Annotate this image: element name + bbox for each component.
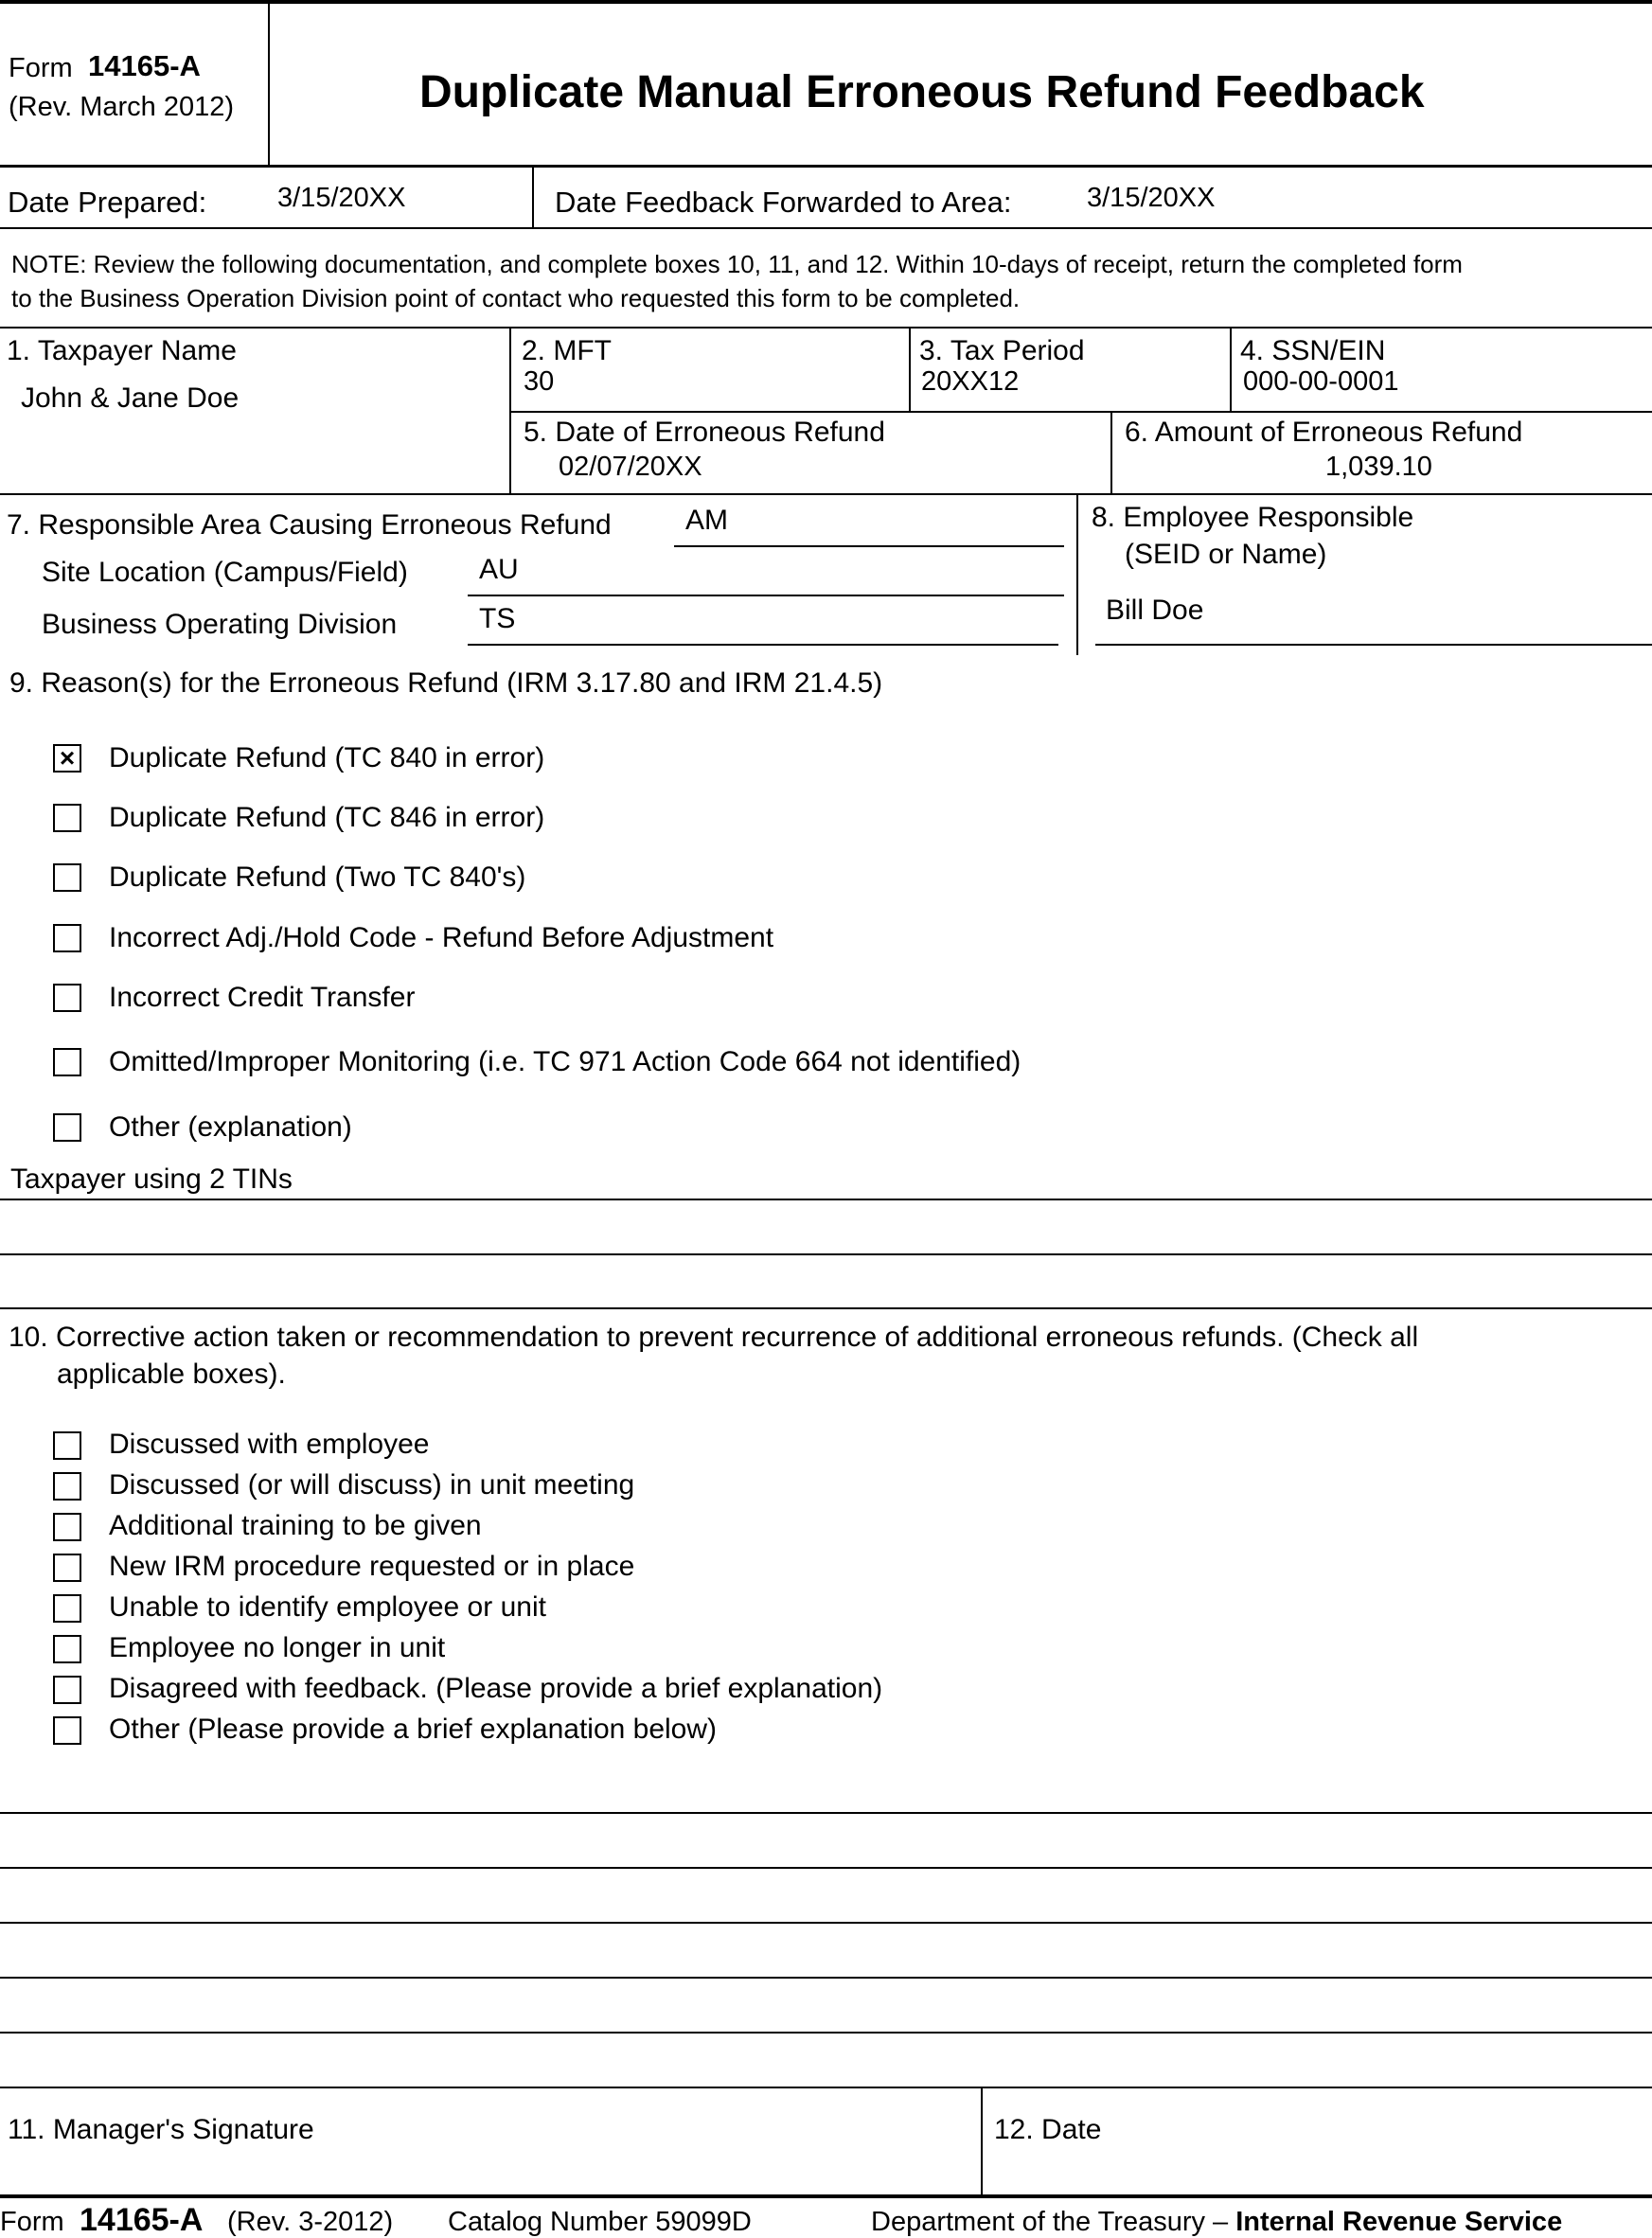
form-revision: (Rev. March 2012) [9, 92, 234, 122]
reason-label-7: Other (explanation) [109, 1111, 352, 1143]
action-explanation-line-5 [0, 2032, 1652, 2034]
erroneous-refund-amount-value[interactable]: 1,039.10 [1325, 452, 1432, 482]
explanation-line-1 [0, 1199, 1652, 1200]
action-label-7: Disagreed with feedback. (Please provide a brief explanation) [109, 1673, 883, 1704]
box5-divider [1110, 412, 1112, 494]
employee-responsible-value[interactable]: Bill Doe [1106, 595, 1204, 626]
box5-label: 5. Date of Erroneous Refund [524, 417, 885, 448]
action-checkbox-5[interactable] [53, 1594, 81, 1623]
reason-label-6: Omitted/Improper Monitoring (i.e. TC 971 Action Code 664 not identified) [109, 1046, 1021, 1077]
reason-checkbox-4[interactable] [53, 924, 81, 952]
reason-checkbox-5[interactable] [53, 984, 81, 1012]
explanation-line-2 [0, 1253, 1652, 1255]
footer-department: Department of the Treasury – [871, 2207, 1236, 2237]
footer-catalog: Catalog Number 59099D [448, 2207, 752, 2237]
header-divider [268, 0, 270, 166]
box4-label: 4. SSN/EIN [1240, 335, 1386, 366]
footer-revision: (Rev. 3-2012) [227, 2207, 394, 2237]
box3-label: 3. Tax Period [919, 335, 1085, 366]
reason-label-5: Incorrect Credit Transfer [109, 982, 416, 1013]
boxes-1-6-bottom-rule [0, 493, 1652, 495]
box1-label: 1. Taxpayer Name [7, 335, 237, 366]
dates-bottom-rule [0, 227, 1652, 229]
note-line-1: NOTE: Review the following documentation, and complete boxes 10, 11, and 12. Within 10-days of receipt, return the completed form [11, 250, 1463, 278]
box9-label: 9. Reason(s) for the Erroneous Refund (IRM 3.17.80 and IRM 21.4.5) [9, 667, 883, 699]
reason-label-2: Duplicate Refund (TC 846 in error) [109, 802, 545, 833]
manager-date-field[interactable] [985, 2088, 1652, 2194]
footer-form-number: 14165-A [80, 2202, 204, 2238]
bod-label: Business Operating Division [42, 609, 398, 640]
box2-label: 2. MFT [522, 335, 612, 366]
note-bottom-rule [0, 327, 1652, 329]
action-label-2: Discussed (or will discuss) in unit meeting [109, 1469, 635, 1501]
erroneous-refund-date-value[interactable]: 02/07/20XX [559, 452, 702, 482]
action-checkbox-1[interactable] [53, 1431, 81, 1460]
other-explanation-value[interactable]: Taxpayer using 2 TINs [10, 1163, 293, 1195]
bod-line [468, 644, 1058, 646]
explanation-line-3 [0, 1307, 1652, 1309]
box11-label: 11. Manager's Signature [8, 2114, 314, 2145]
footer-top-rule [0, 2194, 1652, 2198]
action-checkbox-3[interactable] [53, 1513, 81, 1541]
date-forwarded-value[interactable]: 3/15/20XX [1087, 183, 1216, 213]
action-checkbox-2[interactable] [53, 1472, 81, 1501]
reason-label-1: Duplicate Refund (TC 840 in error) [109, 742, 545, 773]
footer-form-word: Form [0, 2207, 64, 2237]
action-label-6: Employee no longer in unit [109, 1632, 446, 1663]
tax-period-value[interactable]: 20XX12 [921, 366, 1020, 397]
bod-value[interactable]: TS [479, 603, 516, 634]
box10-label-line-2: applicable boxes). [57, 1359, 286, 1390]
action-explanation-line-2 [0, 1867, 1652, 1869]
action-label-8: Other (Please provide a brief explanation below) [109, 1714, 718, 1745]
action-explanation-line-1 [0, 1812, 1652, 1814]
reason-label-3: Duplicate Refund (Two TC 840's) [109, 861, 526, 893]
reason-label-4: Incorrect Adj./Hold Code - Refund Before Adjustment [109, 922, 774, 953]
reason-checkbox-3[interactable] [53, 863, 81, 892]
reason-checkbox-2[interactable] [53, 804, 81, 832]
site-location-label: Site Location (Campus/Field) [42, 557, 408, 588]
action-explanation-line-3 [0, 1922, 1652, 1924]
ssn-ein-value[interactable]: 000-00-0001 [1243, 366, 1399, 397]
dates-divider [532, 167, 534, 228]
action-checkbox-7[interactable] [53, 1676, 81, 1704]
employee-responsible-line [1095, 644, 1652, 646]
reason-checkbox-7[interactable] [53, 1113, 81, 1142]
top-rule [0, 0, 1652, 4]
reason-checkbox-1[interactable]: × [53, 744, 81, 773]
action-label-3: Additional training to be given [109, 1510, 482, 1541]
date-prepared-value[interactable]: 3/15/20XX [277, 183, 406, 213]
site-location-value[interactable]: AU [479, 554, 519, 585]
responsible-area-value[interactable]: AM [685, 505, 728, 536]
header-bottom-rule [0, 165, 1652, 168]
taxpayer-name-value[interactable]: John & Jane Doe [21, 382, 240, 414]
note-line-2: to the Business Operation Division point of contact who requested this form to be completed. [11, 284, 1021, 312]
box12-label: 12. Date [994, 2114, 1102, 2145]
box7-label: 7. Responsible Area Causing Erroneous Refund [7, 509, 612, 541]
box11-divider [981, 2087, 983, 2196]
action-label-1: Discussed with employee [109, 1429, 430, 1460]
reason-checkbox-6[interactable] [53, 1048, 81, 1076]
box10-label-line-1: 10. Corrective action taken or recommendation to prevent recurrence of additional erroneous refunds. (Check all [9, 1322, 1419, 1353]
box6-label: 6. Amount of Erroneous Refund [1125, 417, 1523, 448]
site-location-line [468, 595, 1064, 596]
footer-irs: Internal Revenue Service [1235, 2207, 1563, 2237]
manager-signature-field[interactable] [0, 2088, 981, 2194]
page-title: Duplicate Manual Erroneous Refund Feedback [419, 67, 1425, 117]
box2-4-bottom-rule [509, 411, 1652, 413]
action-label-4: New IRM procedure requested or in place [109, 1551, 635, 1582]
action-checkbox-6[interactable] [53, 1635, 81, 1663]
responsible-area-line [674, 545, 1064, 547]
action-explanation-line-4 [0, 1977, 1652, 1979]
box7-divider [1076, 494, 1078, 655]
form-number: 14165-A [88, 49, 201, 82]
mft-value[interactable]: 30 [524, 366, 555, 397]
action-checkbox-8[interactable] [53, 1716, 81, 1745]
date-prepared-label: Date Prepared: [8, 186, 207, 219]
box8-label-line-2: (SEID or Name) [1125, 539, 1327, 570]
form-word: Form [9, 53, 73, 83]
action-label-5: Unable to identify employee or unit [109, 1591, 546, 1623]
action-checkbox-4[interactable] [53, 1554, 81, 1582]
footer-agency [871, 2209, 1562, 2236]
date-forwarded-label: Date Feedback Forwarded to Area: [555, 186, 1012, 219]
box8-label-line-1: 8. Employee Responsible [1092, 502, 1414, 533]
box2-divider [909, 328, 911, 412]
box3-divider [1230, 328, 1232, 412]
